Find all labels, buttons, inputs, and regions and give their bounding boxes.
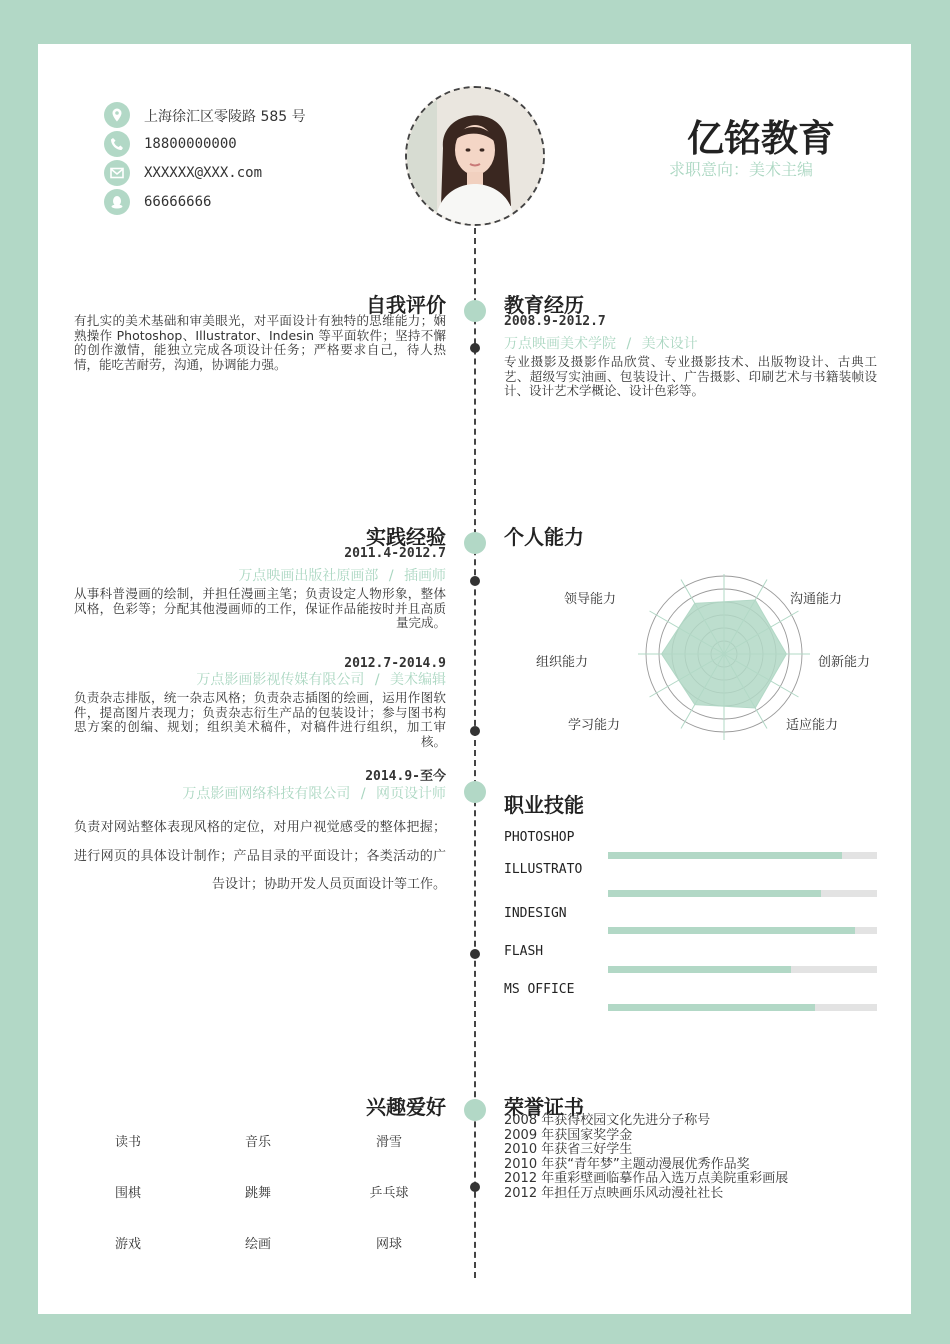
skills-title: 职业技能 xyxy=(504,793,584,817)
contact-phone: 18800000000 xyxy=(144,136,237,152)
skill-name: MS OFFICE xyxy=(504,982,575,997)
job-intent xyxy=(669,157,813,180)
skill-name: PHOTOSHOP xyxy=(504,830,575,845)
resume-page xyxy=(38,44,911,1314)
honor-item: 2010 年获“青年梦”主题动漫展优秀作品奖 xyxy=(504,1156,750,1172)
practice-company: 万点影画影视传媒有限公司 xyxy=(196,672,365,688)
practice-desc: 从事科普漫画的绘制，并担任漫画主笔；负责设定人物形象，整体风格，色彩等；分配其他漫画师的工作，保证作品能按时并且高质量完成。 xyxy=(74,586,446,630)
phone-icon xyxy=(104,131,130,157)
timeline-dot xyxy=(464,300,486,322)
honors-title: 荣誉证书 xyxy=(504,1095,584,1119)
education-school-line xyxy=(504,333,698,353)
page-title: 亿铭教育 xyxy=(687,117,835,160)
skill-bar-fill xyxy=(608,890,821,897)
education-school: 万点映画美术学院 xyxy=(504,336,616,352)
ability-label-communication: 沟通能力 xyxy=(790,592,843,607)
self-eval-text: 有扎实的美术基础和审美眼光，对平面设计有独特的思维能力；娴熟操作 Photoshop、Illustrator、Indesin 等平面软件；坚持不懈的创作激情，能独立完成各项设计任务；严格要求自己，待人热情，能吃苦耐劳，沟通，协调能力强。 xyxy=(74,313,446,372)
education-period: 2008.9-2012.7 xyxy=(504,314,606,329)
skill-bar-fill xyxy=(608,927,855,934)
practice-company-line xyxy=(98,669,446,689)
ability-label-organization: 组织能力 xyxy=(536,655,589,670)
hobby-item: 读书 xyxy=(114,1135,141,1150)
ability-label-innovation: 创新能力 xyxy=(818,655,871,670)
practice-period: 2014.9-至今 xyxy=(365,769,446,784)
practice-role: 美术编辑 xyxy=(390,672,446,688)
timeline-dot xyxy=(464,781,486,803)
practice-period: 2012.7-2014.9 xyxy=(344,656,446,671)
honor-item: 2010 年获省三好学生 xyxy=(504,1142,633,1157)
skill-bar-fill xyxy=(608,852,842,859)
hobby-item: 乒乓球 xyxy=(369,1186,409,1201)
education-major: 美术设计 xyxy=(641,336,698,352)
ability-title: 个人能力 xyxy=(504,525,584,549)
separator: / xyxy=(374,672,380,688)
timeline-dot xyxy=(464,532,486,554)
timeline-dot xyxy=(470,1182,480,1192)
ability-label-leadership: 领导能力 xyxy=(564,592,617,607)
practice-role: 插画师 xyxy=(404,568,446,584)
practice-role: 网页设计师 xyxy=(376,786,446,802)
timeline-dot xyxy=(464,1099,486,1121)
timeline-dot xyxy=(470,343,480,353)
education-title: 教育经历 xyxy=(504,293,584,317)
contact-address: 上海徐汇区零陵路 585 号 xyxy=(144,109,306,125)
practice-period: 2011.4-2012.7 xyxy=(344,546,446,561)
contact-qq: 66666666 xyxy=(144,194,212,210)
hobby-item: 滑雪 xyxy=(375,1135,402,1150)
skill-name: INDESIGN xyxy=(504,906,567,921)
hobby-item: 绘画 xyxy=(244,1237,271,1252)
practice-company: 万点影画网络科技有限公司 xyxy=(182,786,351,802)
hobby-item: 跳舞 xyxy=(244,1186,271,1201)
honor-item: 2012 年担任万点映画乐风动漫社社长 xyxy=(504,1185,724,1201)
job-intent-label: 求职意向： xyxy=(669,160,750,179)
location-icon xyxy=(104,102,130,128)
practice-desc: 负责杂志排版，统一杂志风格；负责杂志插图的绘画，运用作图软件，提高图片表现力；负责杂志衍生产品的包装设计；参与图书构思方案的创编、规划；组织美术稿件，对稿件进行组织，加工审核。 xyxy=(74,690,446,749)
ability-label-adaptability: 适应能力 xyxy=(786,718,839,733)
skill-bar-track xyxy=(608,966,877,973)
self-eval-title: 自我评价 xyxy=(366,293,446,317)
skill-bar-track xyxy=(608,927,877,934)
timeline-dot xyxy=(470,949,480,959)
ability-area xyxy=(662,600,787,708)
separator: / xyxy=(626,336,632,352)
skill-bar-track xyxy=(608,852,877,859)
hobby-item: 网球 xyxy=(375,1237,402,1252)
skill-bar-fill xyxy=(608,966,791,973)
avatar xyxy=(405,86,545,226)
hobby-item: 音乐 xyxy=(244,1135,271,1150)
skill-bar-track xyxy=(608,1004,877,1011)
practice-desc: 负责对网站整体表现风格的定位，对用户视觉感受的整体把握；进行网页的具体设计制作；产品目录的平面设计；各类活动的广告设计；协助开发人员页面设计等工作。 xyxy=(74,820,446,892)
practice-title: 实践经验 xyxy=(366,525,446,549)
practice-company: 万点映画出版社原画部 xyxy=(238,568,379,584)
timeline-dot xyxy=(470,726,480,736)
contact-email: XXXXXX@XXX.com xyxy=(144,165,263,181)
skill-bar-track xyxy=(608,890,877,897)
timeline-dot xyxy=(470,576,480,586)
hobbies-title: 兴趣爱好 xyxy=(366,1095,446,1119)
practice-company-line xyxy=(98,783,446,803)
separator: / xyxy=(388,568,394,584)
honor-item: 2008 年获得校园文化先进分子称号 xyxy=(504,1113,711,1128)
separator: / xyxy=(360,786,366,802)
ability-label-learning: 学习能力 xyxy=(568,718,621,733)
honor-item: 2012 年重彩壁画临摹作品入选万点美院重彩画展 xyxy=(504,1171,789,1186)
mail-icon xyxy=(104,160,130,186)
skill-name: ILLUSTRATO xyxy=(504,862,583,877)
skill-name: FLASH xyxy=(504,944,544,959)
hobby-item: 游戏 xyxy=(114,1237,141,1252)
education-desc: 专业摄影及摄影作品欣赏、专业摄影技术、出版物设计、古典工艺、超级写实油画、包装设计、广告摄影、印刷艺术与书籍装帧设计、设计艺术学概论、设计色彩等。 xyxy=(504,354,877,398)
qq-icon xyxy=(104,189,130,215)
honors-list xyxy=(504,1114,788,1201)
honor-item: 2009 年获国家奖学金 xyxy=(504,1127,633,1143)
ability-radar-chart xyxy=(528,574,888,764)
skill-bar-fill xyxy=(608,1004,815,1011)
hobby-item: 围棋 xyxy=(114,1186,141,1201)
job-intent-value: 美术主编 xyxy=(749,160,814,179)
practice-company-line xyxy=(138,565,446,585)
